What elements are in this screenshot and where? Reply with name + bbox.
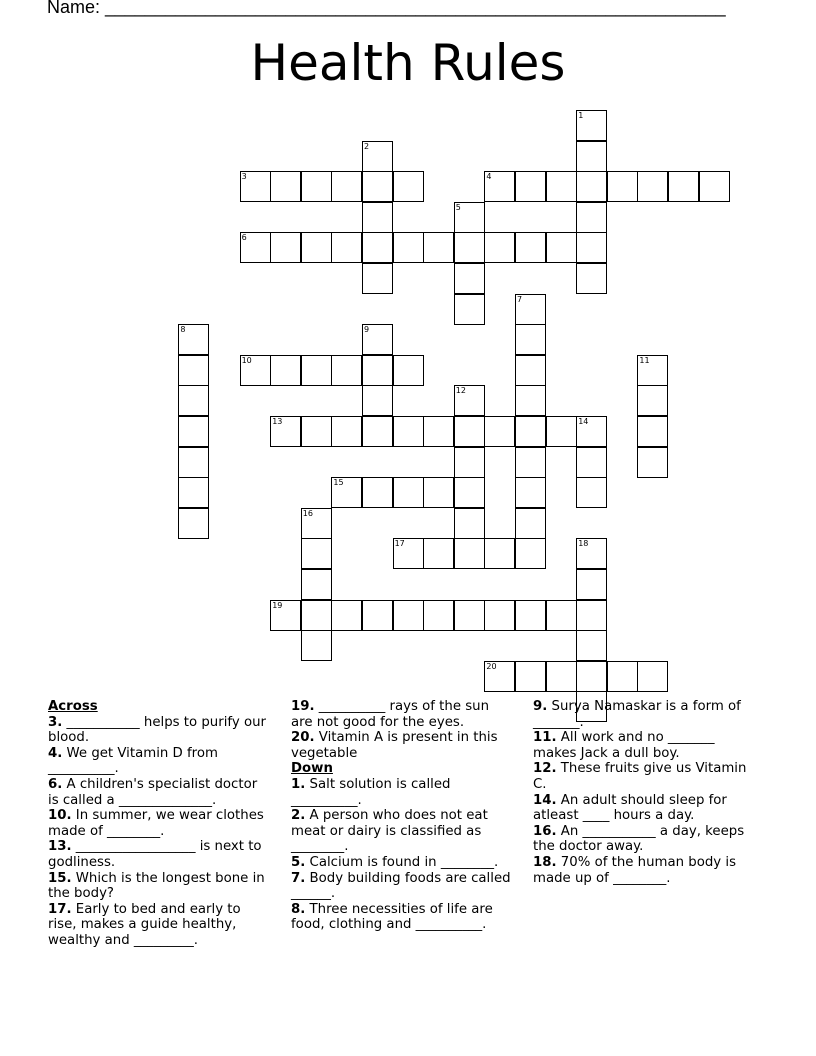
crossword-cell[interactable]	[576, 661, 607, 692]
name-field-label[interactable]: Name: ______________________________________________________________	[47, 0, 726, 17]
crossword-cell[interactable]	[393, 538, 424, 569]
crossword-cell[interactable]	[637, 661, 668, 692]
clue-down-16	[533, 824, 753, 855]
cell-number: 15	[333, 478, 344, 488]
crossword-cell[interactable]	[607, 171, 638, 202]
crossword-cell[interactable]	[576, 171, 607, 202]
clue-text: Early to bed and early to rise, makes a guide healthy, wealthy and _________.	[48, 901, 241, 948]
crossword-cell[interactable]	[515, 171, 546, 202]
crossword-cell[interactable]	[301, 630, 332, 661]
crossword-cell[interactable]	[393, 600, 424, 631]
crossword-cell[interactable]	[484, 538, 515, 569]
crossword-cell[interactable]	[362, 141, 393, 172]
crossword-cell[interactable]	[301, 416, 332, 447]
crossword-cell[interactable]	[331, 416, 362, 447]
crossword-cell[interactable]	[331, 600, 362, 631]
crossword-cell[interactable]	[607, 661, 638, 692]
crossword-cell[interactable]	[331, 355, 362, 386]
clue-text: An adult should sleep for atleast ____ hours a day.	[533, 792, 727, 824]
clue-number: 17.	[48, 901, 72, 917]
clue-down-5	[291, 855, 511, 871]
clue-number: 18.	[533, 854, 557, 870]
clue-down-1	[291, 777, 511, 808]
crossword-cell[interactable]	[423, 477, 454, 508]
crossword-cell[interactable]	[637, 171, 668, 202]
crossword-cell[interactable]	[178, 324, 209, 355]
cell-number: 19	[272, 600, 283, 610]
cell-number: 10	[241, 355, 252, 365]
crossword-cell[interactable]	[393, 355, 424, 386]
crossword-cell[interactable]	[576, 232, 607, 263]
crossword-cell[interactable]	[637, 416, 668, 447]
clue-down-8	[291, 902, 511, 933]
crossword-cell[interactable]	[515, 294, 546, 325]
cell-number: 7	[517, 294, 523, 304]
crossword-cell[interactable]	[454, 538, 485, 569]
crossword-cell[interactable]	[362, 171, 393, 202]
clue-number: 12.	[533, 761, 557, 777]
crossword-cell[interactable]	[546, 232, 577, 263]
cell-number: 17	[394, 539, 405, 549]
crossword-cell[interactable]	[423, 416, 454, 447]
clue-down-18	[533, 855, 753, 886]
crossword-cell[interactable]	[454, 600, 485, 631]
clue-across-6	[48, 777, 268, 808]
clue-number: 9.	[533, 699, 548, 714]
crossword-cell[interactable]	[454, 202, 485, 233]
crossword-cell[interactable]	[576, 477, 607, 508]
clue-number: 4.	[48, 745, 63, 761]
clue-text: In summer, we wear clothes made of ________.	[48, 808, 264, 839]
crossword-cell[interactable]	[515, 416, 546, 447]
crossword-cell[interactable]	[515, 324, 546, 355]
cell-number: 8	[180, 325, 186, 335]
crossword-cell[interactable]	[546, 171, 577, 202]
clue-number: 14.	[533, 792, 557, 808]
crossword-cell[interactable]	[178, 477, 209, 508]
clue-text: Salt solution is called __________.	[291, 776, 451, 808]
cell-number: 4	[486, 172, 492, 182]
cell-number: 6	[241, 233, 247, 243]
crossword-cell[interactable]	[240, 232, 271, 263]
clue-number: 5.	[291, 854, 306, 870]
crossword-cell[interactable]	[270, 171, 301, 202]
cell-number: 3	[241, 172, 247, 182]
crossword-cell[interactable]	[362, 324, 393, 355]
crossword-cell[interactable]	[393, 477, 424, 508]
down-heading: Down	[291, 761, 333, 777]
clue-number: 2.	[291, 808, 306, 824]
clues-column-1	[48, 699, 268, 949]
clue-across-13	[48, 839, 268, 870]
clue-number: 7.	[291, 870, 306, 886]
crossword-cell[interactable]	[515, 477, 546, 508]
crossword-cell[interactable]	[362, 355, 393, 386]
crossword-cell[interactable]	[178, 416, 209, 447]
crossword-cell[interactable]	[515, 232, 546, 263]
clue-down-2	[291, 808, 511, 855]
crossword-cell[interactable]	[454, 232, 485, 263]
crossword-cell[interactable]	[393, 232, 424, 263]
crossword-cell[interactable]	[484, 661, 515, 692]
crossword-cell[interactable]	[240, 171, 271, 202]
crossword-cell[interactable]	[515, 355, 546, 386]
crossword-cell[interactable]	[515, 600, 546, 631]
crossword-cell[interactable]	[576, 600, 607, 631]
clue-text: __________ rays of the sun are not good for the eyes.	[291, 699, 490, 730]
crossword-cell[interactable]	[270, 232, 301, 263]
clue-number: 16.	[533, 823, 557, 839]
cell-number: 11	[639, 355, 650, 365]
clue-number: 13.	[48, 839, 72, 855]
clue-down-14	[533, 793, 753, 824]
crossword-cell[interactable]	[393, 171, 424, 202]
clue-number: 11.	[533, 730, 557, 746]
clue-down-7	[291, 871, 511, 902]
clue-down-12	[533, 761, 753, 792]
clue-number: 8.	[291, 901, 306, 917]
clue-across-10	[48, 808, 268, 839]
clue-down-9	[533, 699, 753, 730]
clue-text: Surya Namaskar is a form of _______.	[533, 699, 741, 730]
crossword-cell[interactable]	[178, 447, 209, 478]
crossword-cell[interactable]	[301, 508, 332, 539]
crossword-cell[interactable]	[484, 600, 515, 631]
crossword-cell[interactable]	[576, 263, 607, 294]
clue-text: Calcium is found in ________.	[305, 854, 499, 870]
crossword-cell[interactable]	[454, 416, 485, 447]
crossword-cell[interactable]	[576, 538, 607, 569]
crossword-cell[interactable]	[270, 416, 301, 447]
crossword-cell[interactable]	[362, 232, 393, 263]
crossword-cell[interactable]	[331, 477, 362, 508]
clue-across-17	[48, 902, 268, 949]
cell-number: 16	[302, 508, 313, 518]
crossword-cell[interactable]	[637, 355, 668, 386]
crossword-cell[interactable]	[454, 508, 485, 539]
crossword-cell[interactable]	[423, 232, 454, 263]
crossword-cell[interactable]	[576, 447, 607, 478]
clue-text: ___________ helps to purify our blood.	[48, 714, 266, 746]
clue-number: 19.	[291, 699, 315, 714]
cell-number: 14	[578, 417, 589, 426]
page-title: Health Rules	[250, 34, 566, 92]
crossword-cell[interactable]	[546, 416, 577, 447]
crossword-cell[interactable]	[178, 385, 209, 416]
crossword-cell[interactable]	[576, 141, 607, 172]
clue-text: Vitamin A is present in this vegetable	[291, 730, 498, 761]
crossword-cell[interactable]	[301, 569, 332, 600]
crossword-cell[interactable]	[331, 171, 362, 202]
crossword-cell[interactable]	[515, 538, 546, 569]
crossword-cell[interactable]	[546, 661, 577, 692]
cell-number: 2	[364, 141, 370, 151]
clue-text: These fruits give us Vitamin C.	[533, 761, 747, 792]
crossword-cell[interactable]	[515, 661, 546, 692]
clue-across-3	[48, 715, 268, 746]
crossword-cell[interactable]	[331, 232, 362, 263]
crossword-cell[interactable]	[576, 569, 607, 600]
clue-text: Which is the longest bone in the body?	[48, 870, 265, 902]
crossword-cell[interactable]	[454, 385, 485, 416]
crossword-cell[interactable]	[393, 416, 424, 447]
clue-text: We get Vitamin D from __________.	[48, 745, 218, 777]
clue-number: 10.	[48, 808, 72, 824]
clue-text: An ___________ a day, keeps the doctor away.	[533, 823, 745, 855]
clue-across-20	[291, 730, 511, 761]
cell-number: 13	[272, 417, 283, 426]
crossword-cell[interactable]	[240, 355, 271, 386]
crossword-cell[interactable]	[362, 477, 393, 508]
crossword-cell[interactable]	[178, 508, 209, 539]
cell-number: 5	[455, 202, 461, 212]
crossword-cell[interactable]	[484, 416, 515, 447]
crossword-cell[interactable]	[454, 263, 485, 294]
crossword-cell[interactable]	[362, 202, 393, 233]
crossword-cell[interactable]	[576, 416, 607, 447]
crossword-cell[interactable]	[699, 171, 730, 202]
clue-text: Body building foods are called ______.	[291, 870, 511, 902]
crossword-cell[interactable]	[484, 171, 515, 202]
clue-text: __________________ is next to godliness.	[48, 839, 262, 870]
clue-across-19	[291, 699, 511, 730]
crossword-cell[interactable]	[423, 538, 454, 569]
cell-number: 9	[364, 325, 370, 335]
cell-number: 18	[578, 539, 589, 549]
crossword-cell[interactable]	[178, 355, 209, 386]
clue-text: All work and no _______ makes Jack a dull boy.	[533, 730, 715, 761]
clue-number: 6.	[48, 776, 63, 792]
crossword-cell[interactable]	[270, 355, 301, 386]
crossword-cell[interactable]	[301, 232, 332, 263]
crossword-cell[interactable]	[301, 171, 332, 202]
cell-number: 20	[486, 661, 497, 671]
crossword-cell[interactable]	[515, 447, 546, 478]
crossword-cell[interactable]	[637, 385, 668, 416]
crossword-cell[interactable]	[454, 447, 485, 478]
clue-across-4	[48, 746, 268, 777]
crossword-cell[interactable]	[362, 385, 393, 416]
crossword-cell[interactable]	[576, 630, 607, 661]
crossword-cell[interactable]	[515, 385, 546, 416]
clue-number: 3.	[48, 714, 63, 730]
clue-number: 1.	[291, 776, 306, 792]
clue-text: Three necessities of life are food, clothing and __________.	[291, 901, 493, 933]
clue-down-11	[533, 730, 753, 761]
crossword-cell[interactable]	[454, 294, 485, 325]
crossword-cell[interactable]	[637, 447, 668, 478]
crossword-cell[interactable]	[668, 171, 699, 202]
crossword-cell[interactable]	[515, 508, 546, 539]
clues-column-3	[533, 699, 753, 886]
clue-number: 15.	[48, 870, 72, 886]
crossword-cell[interactable]	[576, 110, 607, 141]
crossword-cell[interactable]	[362, 416, 393, 447]
clue-text: A children's specialist doctor is called a ______________.	[48, 776, 258, 808]
crossword-cell[interactable]	[270, 600, 301, 631]
crossword-cell[interactable]	[301, 600, 332, 631]
crossword-cell[interactable]	[484, 232, 515, 263]
clues-column-2	[291, 699, 511, 933]
crossword-cell[interactable]	[301, 355, 332, 386]
clue-across-15	[48, 871, 268, 902]
crossword-cell[interactable]	[576, 202, 607, 233]
clue-text: A person who does not eat meat or dairy is classified as ________.	[291, 808, 488, 855]
clue-number: 20.	[291, 730, 315, 746]
crossword-cell[interactable]	[362, 600, 393, 631]
crossword-cell[interactable]	[546, 600, 577, 631]
crossword-cell[interactable]	[454, 477, 485, 508]
crossword-cell[interactable]	[423, 600, 454, 631]
cell-number: 1	[578, 111, 584, 120]
clue-text: 70% of the human body is made up of ________.	[533, 854, 737, 886]
crossword-cell[interactable]	[301, 538, 332, 569]
cell-number: 12	[455, 386, 466, 396]
across-heading: Across	[48, 699, 98, 714]
crossword-cell[interactable]	[362, 263, 393, 294]
